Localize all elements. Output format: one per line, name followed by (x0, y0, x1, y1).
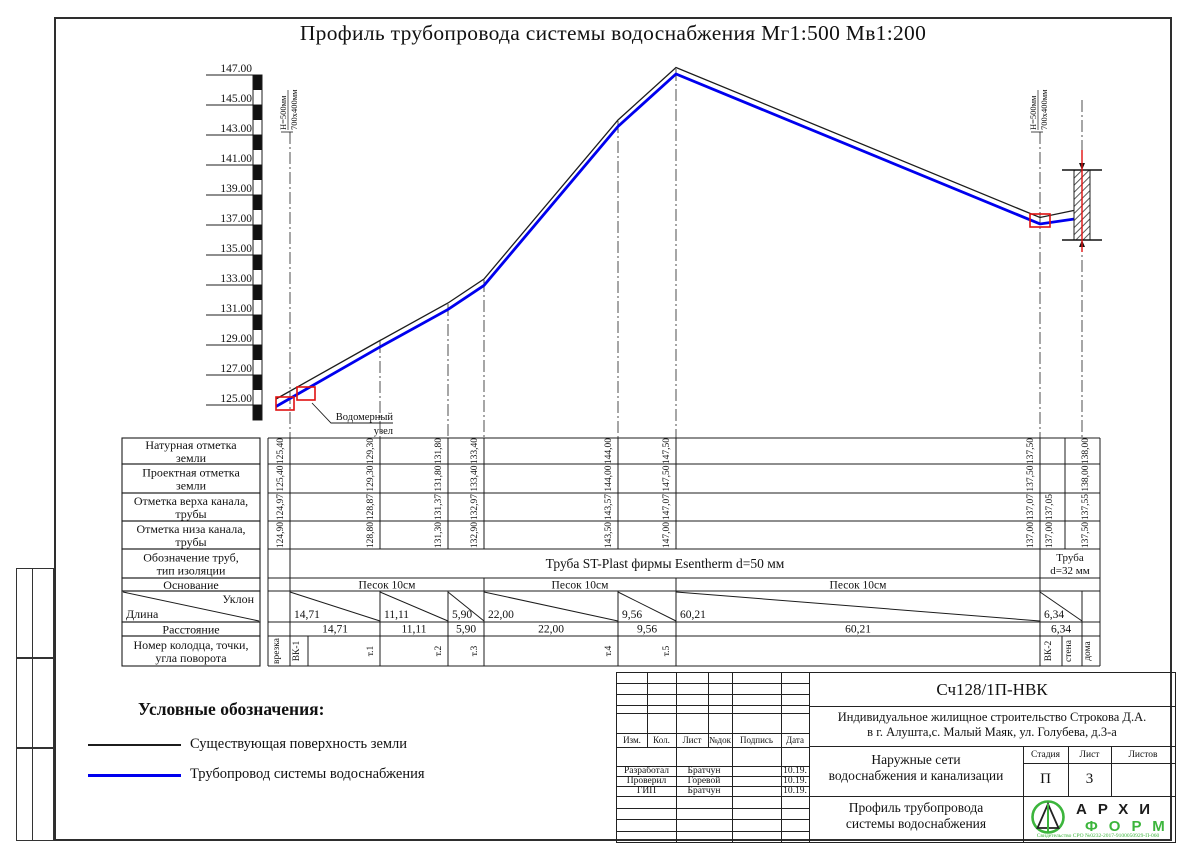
stamp-sheet-title1: Профиль трубопровода (848, 799, 984, 815)
node-label: дома (1083, 641, 1093, 661)
table-row-label: трубы (175, 507, 207, 521)
stamp-stage-label: Стадия (1031, 749, 1060, 760)
elevation-bar-segment (254, 375, 262, 390)
duct-size-label: 700x400мм (1039, 89, 1049, 130)
logo-cert-text: Свидетельство СРО №0232-2017-9100050929-П-060 (1036, 833, 1160, 839)
stamp-date: 10.19. (783, 766, 807, 776)
elevation-bar-segment (254, 75, 262, 90)
table-elevation-value: 137,00 (1026, 521, 1036, 549)
stamp-date: 10.19. (783, 776, 807, 786)
table-elevation-value: 131,30 (434, 521, 444, 549)
elevation-bar-segment (254, 285, 262, 300)
length-value: 6,34 (1044, 609, 1065, 621)
stamp-line (617, 747, 809, 748)
drawing-title: Профиль трубопровода системы водоснабжения Мг1:500 Мв1:200 (299, 21, 927, 45)
table-elevation-value: 128,87 (366, 493, 376, 521)
node-label: т.5 (662, 645, 672, 657)
pipe-line (276, 74, 1090, 407)
elevation-bar-segment (254, 105, 262, 120)
elevation-label: 141.00 (220, 153, 252, 165)
base-label: Песок 10см (551, 579, 609, 592)
elevation-label: 137.00 (220, 213, 252, 225)
table-elevation-value: 133,40 (470, 437, 480, 465)
table-elevation-value: 144,00 (604, 437, 614, 465)
elevation-label: 143.00 (220, 123, 252, 135)
distance-value: 14,71 (322, 623, 348, 636)
stamp-line (617, 808, 809, 809)
table-row-label: Проектная отметка (142, 465, 240, 480)
stamp-line (617, 831, 809, 832)
elevation-label: 147.00 (220, 63, 252, 75)
table-elevation-value: 132,97 (470, 493, 480, 521)
stamp-line (781, 673, 782, 842)
elevation-label: 131.00 (220, 303, 252, 315)
table-elevation-value: 124,90 (276, 521, 286, 549)
title-block (616, 672, 1176, 843)
table-elevation-value: 137,00 (1045, 521, 1055, 549)
pipe-spec-right-label: d=32 мм (1050, 565, 1090, 577)
table-elevation-value: 131,80 (434, 465, 444, 492)
table-elevation-value: 137,05 (1045, 493, 1055, 521)
elevation-bar-segment (254, 405, 262, 420)
node-label: стена (1064, 640, 1074, 662)
length-value: 14,71 (294, 609, 320, 621)
table-elevation-value: 131,80 (434, 437, 444, 465)
table-row-label: Отметка низа канала, (136, 522, 246, 536)
elevation-bar-segment (254, 345, 262, 360)
legend-line-ground (88, 744, 181, 746)
table-elevation-value: 133,40 (470, 465, 480, 492)
node-label: т.4 (604, 645, 614, 657)
stamp-object-line1: Индивидуальное жилищное строительство Строкова Д.А. (837, 709, 1147, 724)
stamp-sheet-label: Лист (1079, 749, 1100, 760)
table-row-label: тип изоляции (156, 563, 226, 578)
elevation-label: 125.00 (220, 393, 252, 405)
stamp-col-kol: Кол. (653, 735, 670, 745)
stamp-role: Проверил (626, 776, 667, 786)
stamp-name: Горевой (687, 776, 721, 786)
node-label: т.2 (434, 645, 444, 657)
stamp-stage-value: П (1040, 771, 1051, 787)
table-elevation-value: 137,50 (1026, 437, 1036, 465)
elevation-bar-segment (254, 225, 262, 240)
distance-value: 22,00 (538, 623, 564, 636)
stamp-col-data: Дата (786, 735, 804, 745)
stamp-line (617, 705, 809, 706)
table-elevation-value: 137,07 (1026, 493, 1036, 521)
elevation-bar-segment (254, 165, 262, 180)
stamp-col-list: Лист (682, 735, 702, 745)
stamp-name: Братчун (687, 766, 721, 776)
elevation-bar-segment (254, 195, 262, 210)
elevation-bar-segment (254, 135, 262, 150)
distance-value: 9,56 (636, 623, 658, 636)
table-elevation-value: 125,40 (276, 465, 286, 492)
stamp-col-podpis: Подпись (739, 735, 774, 745)
stamp-line (617, 694, 809, 695)
duct-size-label: 700x400мм (289, 89, 299, 130)
elevation-bar (253, 75, 262, 420)
elevation-label: 145.00 (220, 93, 252, 105)
stamp-line (732, 673, 733, 842)
slope-diagonal (676, 592, 1040, 621)
table-row-label: земли (175, 451, 207, 465)
distance-value: 60,21 (845, 623, 871, 636)
elevation-label: 135.00 (220, 243, 252, 255)
table-elevation-value: 124,97 (276, 493, 286, 521)
table-elevation-value: 137,55 (1081, 493, 1091, 521)
length-label: Длина (126, 607, 159, 621)
node-label: т.3 (470, 645, 480, 657)
stamp-sheet-value: 3 (1085, 771, 1094, 787)
table-elevation-value: 147,07 (662, 493, 672, 521)
table-row-label: Отметка верха канала, (133, 494, 249, 508)
table-elevation-value: 143,50 (604, 521, 614, 549)
pipe-spec-label: Труба ST-Plast фирмы Esentherm d=50 мм (545, 556, 785, 571)
stamp-doc-code: Сч128/1П-НВК (936, 680, 1048, 699)
duct-height-label: Н=500мм (278, 95, 288, 130)
node-label: врезка (272, 637, 282, 665)
node-label: ВК-2 (1044, 640, 1054, 662)
stamp-sheet-title2: системы водоснабжения (845, 815, 987, 831)
length-value: 60,21 (680, 609, 706, 621)
table-elevation-value: 138,00 (1081, 465, 1091, 492)
stamp-sheets-value (1111, 764, 1175, 795)
logo-text-form: ФОРМ (1085, 818, 1176, 835)
node-label: т.1 (366, 645, 376, 657)
table-elevation-value: 144,00 (604, 465, 614, 492)
stamp-col-izm: Изм. (623, 735, 641, 745)
table-elevation-value: 138,00 (1081, 437, 1091, 465)
legend-title: Условные обозначения: (138, 699, 325, 719)
water-meter-label: Водомерный (335, 412, 393, 423)
table-elevation-value: 132,90 (470, 521, 480, 549)
table-row-label: земли (175, 478, 207, 493)
stamp-line (809, 796, 1175, 797)
stamp-sheets-label: Листов (1128, 749, 1158, 760)
duct-height-label: Н=500мм (1028, 95, 1038, 130)
base-label: Песок 10см (829, 579, 887, 592)
node-label: ВК-1 (292, 640, 302, 662)
stamp-line (617, 683, 809, 684)
elevation-bar-segment (254, 315, 262, 330)
table-elevation-value: 143,57 (604, 493, 614, 521)
table-elevation-value: 125,40 (276, 437, 286, 465)
distance-value: 6,34 (1050, 623, 1072, 636)
stamp-line (617, 713, 809, 714)
stamp-col-ndok: №док (708, 735, 732, 745)
table-elevation-value: 128,80 (366, 521, 376, 549)
stamp-date: 10.19. (783, 786, 807, 796)
table-row-label: Основание (163, 578, 219, 592)
elevation-bar-segment (254, 255, 262, 270)
table-elevation-value: 131,37 (434, 493, 444, 521)
logo-text-arhi: АРХИ (1076, 801, 1162, 818)
elevation-label: 139.00 (220, 183, 252, 195)
table-elevation-value: 147,00 (662, 521, 672, 549)
table-elevation-value: 147,50 (662, 437, 672, 465)
table-elevation-value: 129,30 (366, 465, 376, 492)
stamp-project-line2: водоснабжения и канализации (828, 767, 1004, 783)
length-value: 11,11 (384, 609, 410, 621)
legend-label-pipe: Трубопровод системы водоснабжения (190, 766, 425, 782)
table-elevation-value: 137,50 (1081, 521, 1091, 549)
table-row-label: Расстояние (162, 622, 220, 637)
stamp-line (676, 673, 677, 842)
stamp-role: Разработал (624, 766, 669, 776)
stamp-role: ГИП (636, 786, 657, 796)
base-label: Песок 10см (358, 579, 416, 592)
stamp-line (617, 796, 809, 797)
table-row-label: Натурная отметка (145, 438, 237, 452)
table-row-label: трубы (175, 535, 207, 549)
table-elevation-value: 137,50 (1026, 465, 1036, 492)
stamp-object-line2: в г. Алушта,с. Малый Маяк, ул. Голубева, д.3-а (867, 724, 1117, 739)
legend-line-pipe (88, 774, 181, 777)
stamp-line (809, 706, 1175, 707)
length-value: 22,00 (488, 609, 514, 621)
table-row-label: Номер колодца, точки, (133, 638, 249, 652)
length-value: 9,56 (622, 609, 643, 621)
table-row-label: угла поворота (155, 651, 227, 665)
length-value: 5,90 (452, 609, 473, 621)
stamp-line (617, 819, 809, 820)
stamp-project-line1: Наружные сети (871, 751, 961, 767)
slope-label: Уклон (222, 592, 254, 606)
table-row-label: Обозначение труб, (143, 550, 239, 565)
pipe-spec-right-label: Труба (1056, 552, 1084, 564)
table-elevation-value: 129,30 (366, 437, 376, 465)
legend-label-ground: Существующая поверхность земли (190, 736, 408, 752)
distance-value: 11,11 (401, 623, 427, 636)
stamp-name: Братчун (687, 786, 721, 796)
elevation-label: 129.00 (220, 333, 252, 345)
elevation-label: 133.00 (220, 273, 252, 285)
table-elevation-value: 147,50 (662, 465, 672, 492)
distance-value: 5,90 (455, 623, 477, 636)
water-meter-label: узел (373, 426, 393, 437)
elevation-label: 127.00 (220, 363, 252, 375)
